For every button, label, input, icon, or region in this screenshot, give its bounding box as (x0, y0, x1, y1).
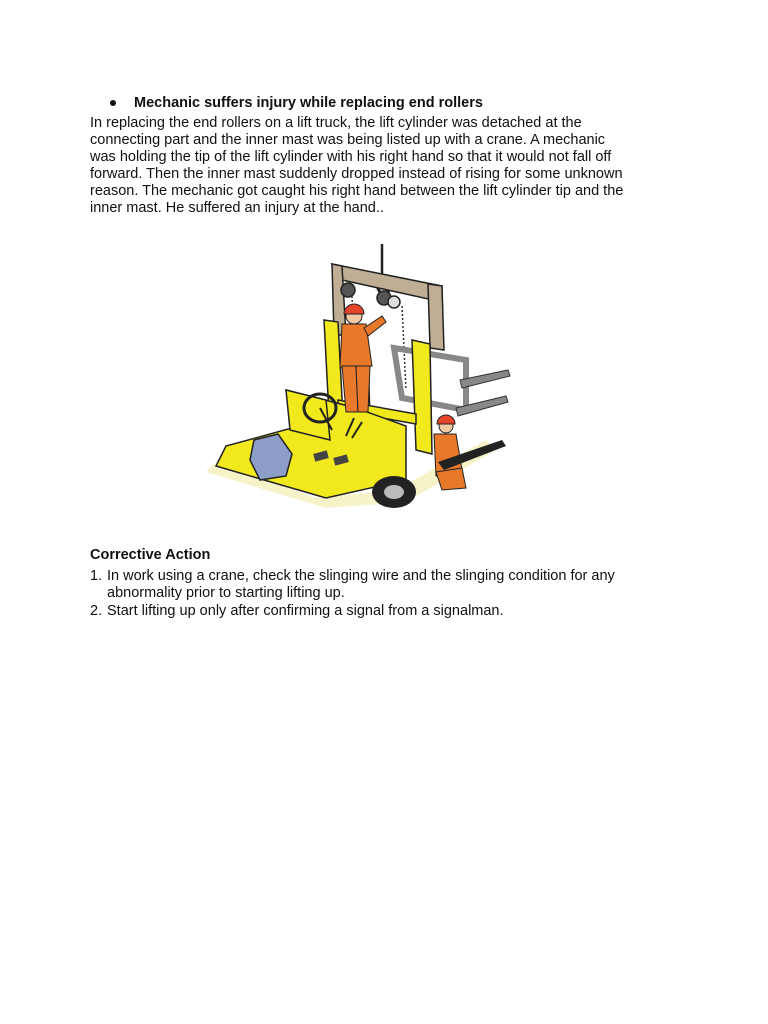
worker2-legs (436, 468, 466, 490)
list-item-line: In work using a crane, check the slinging wire and the slinging condition for any (107, 568, 615, 584)
paragraph-line: reason. The mechanic got caught his right hand between the lift cylinder tip and the (90, 183, 624, 199)
pulley (388, 296, 400, 308)
list-item (90, 568, 690, 602)
bullet-icon (110, 100, 116, 106)
forklift-mechanic-illustration (206, 240, 516, 512)
list-item-line: Start lifting up only after confirming a signal from a signalman. (107, 603, 504, 619)
list-item-text (90, 603, 690, 620)
list-item-text (90, 568, 690, 602)
list-item-line: abnormality prior to starting lifting up. (107, 585, 345, 601)
list-item-number: 2. (90, 603, 103, 619)
wheel-hub (384, 485, 404, 499)
mast-right-post (428, 284, 444, 350)
pulley (341, 283, 355, 297)
worker-arm (364, 316, 386, 336)
worker-helmet (344, 304, 364, 314)
incident-paragraph (90, 115, 670, 217)
paragraph-line: forward. Then the inner mast suddenly dropped instead of rising for some unknown (90, 166, 623, 182)
corrective-action-list (90, 568, 690, 621)
worker2-helmet (437, 415, 455, 424)
list-item (90, 603, 690, 620)
list-item-number: 1. (90, 568, 103, 584)
incident-heading-text: Mechanic suffers injury while replacing end rollers (134, 95, 483, 111)
yellow-mast-right (412, 340, 432, 454)
corrective-action-title: Corrective Action (90, 547, 211, 563)
worker-legs (356, 366, 370, 412)
paragraph-line: In replacing the end rollers on a lift truck, the lift cylinder was detached at the (90, 115, 582, 131)
paragraph-line: was holding the tip of the lift cylinder with his right hand so that it would not fall off (90, 149, 612, 165)
paragraph-line: inner mast. He suffered an injury at the hand.. (90, 200, 384, 216)
paragraph-line: connecting part and the inner mast was being listed up with a crane. A mechanic (90, 132, 606, 148)
